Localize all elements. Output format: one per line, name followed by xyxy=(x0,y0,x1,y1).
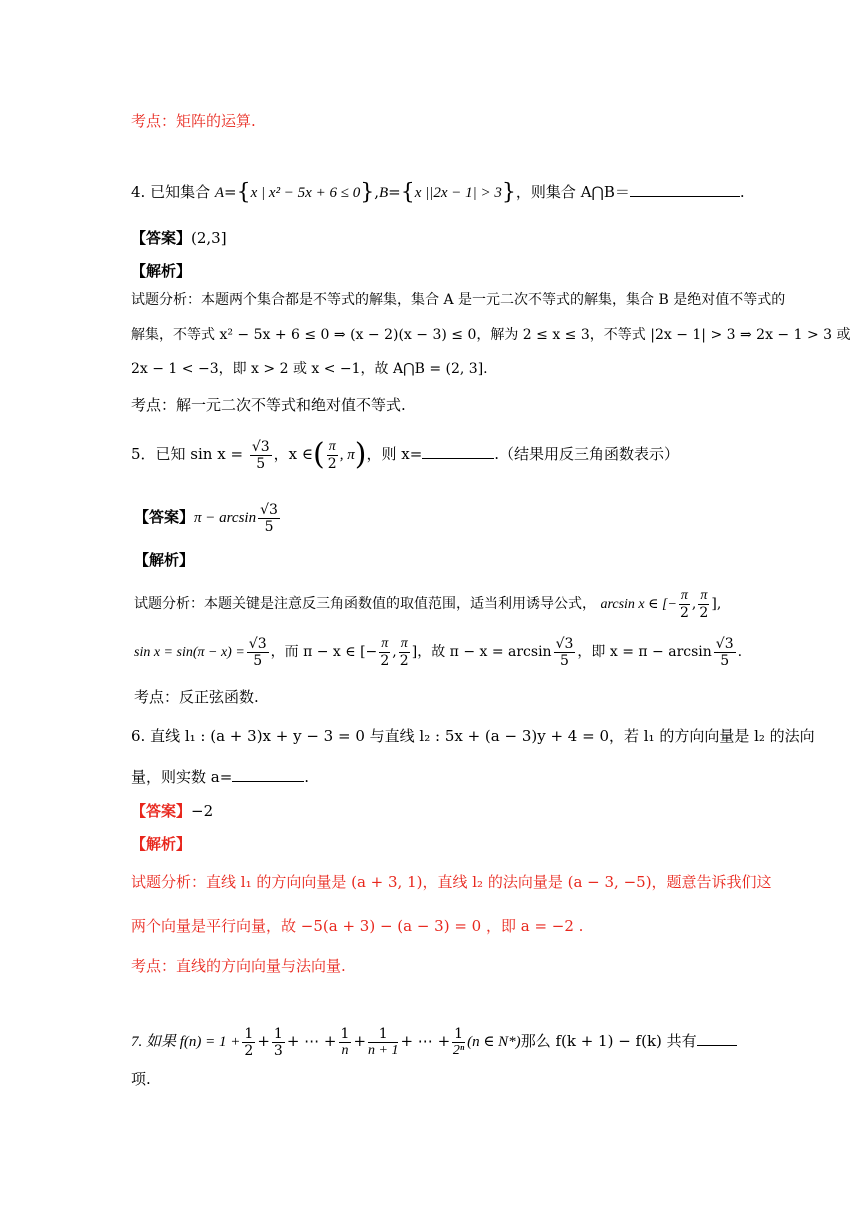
numerator: √3 xyxy=(715,635,734,652)
answer-value: π − arcsin xyxy=(194,510,257,526)
numerator: π xyxy=(381,635,389,651)
conclusion-text: ，即 x = π − arcsin xyxy=(577,644,712,660)
set-a-def: x | x² − 5x + 6 ≤ 0 xyxy=(250,185,361,201)
denominator: n xyxy=(341,1042,349,1058)
period: . xyxy=(304,768,310,786)
answer-blank xyxy=(630,181,740,197)
numerator: π xyxy=(400,635,408,651)
denominator: 5 xyxy=(256,455,266,472)
denominator: n + 1 xyxy=(368,1042,399,1058)
interval-lead: ，x ∈ xyxy=(273,445,313,463)
arcsin-range: arcsin x ∈ [− xyxy=(600,597,677,612)
plus: + xyxy=(353,1032,367,1050)
fraction-sqrt3-over-5 xyxy=(554,636,576,669)
numerator: 1 xyxy=(244,1025,254,1042)
analysis-tag-4: 【解析】 xyxy=(131,262,192,280)
set-b-label: B xyxy=(378,185,389,201)
analysis-6-line1: 试题分析：直线 l₁ 的方向向量是 (a + 3, 1)，直线 l₂ 的法向量是 (a − 3, −5)，题意告诉我们这 xyxy=(131,873,772,891)
problem-5-ask: ，则 x= xyxy=(366,445,423,463)
answer-5 xyxy=(134,495,282,539)
answer-tag: 【答案】 xyxy=(131,229,192,247)
problem-6-ask: 量，则实数 a= xyxy=(131,768,233,786)
sin-identity: sin x = sin(π − x) = xyxy=(134,645,245,660)
problem-4-number: 4. 已知集合 xyxy=(131,183,211,201)
numerator: π xyxy=(700,587,708,603)
fraction-pi-over-2 xyxy=(379,636,390,669)
period: . xyxy=(737,644,743,660)
kaodian-5: 考点：反正弦函数. xyxy=(134,688,259,706)
problem-5-note: .（结果用反三角函数表示） xyxy=(494,445,680,463)
numerator: 1 xyxy=(340,1025,350,1042)
answer-tag: 【答案】 xyxy=(131,802,192,820)
analysis-tag-5: 【解析】 xyxy=(134,551,195,569)
fraction-1-over-2 xyxy=(242,1026,255,1059)
numerator: 1 xyxy=(368,1026,398,1043)
problem-7-stem xyxy=(131,1017,737,1065)
interval-end: , π xyxy=(339,447,355,463)
fraction-sqrt3-over-5 xyxy=(250,439,272,472)
denominator: 5 xyxy=(253,652,263,669)
fraction-1-over-n-plus-1 xyxy=(368,1026,398,1059)
answer-value: (2,3] xyxy=(191,229,227,247)
kaodian-3: 考点：矩阵的运算. xyxy=(131,112,256,130)
denominator: 5 xyxy=(264,518,274,535)
set-a-label: A xyxy=(214,185,225,201)
answer-6 xyxy=(131,800,213,822)
analysis-5-line1: 试题分析：本题关键是注意反三角函数值的取值范围，适当利用诱导公式， arcsin x ∈ [− $\frac{\pi}{2}$ , $\frac{\pi}{2}$ ], xyxy=(134,587,722,621)
denominator: 2 xyxy=(699,604,709,621)
denominator: 2 xyxy=(380,652,390,669)
denominator: 2ⁿ xyxy=(452,1042,465,1058)
numerator: 1 xyxy=(273,1025,283,1042)
analysis-4-line2: 解集，不等式 x² − 5x + 6 ≤ 0 ⇒ (x − 2)(x − 3) ≤ 0，解为 2 ≤ x ≤ 3，不等式 |2x − 1| > 3 ⇒ 2x − 1 > 3 或 xyxy=(131,327,851,343)
ellipsis: + ⋯ + xyxy=(400,1032,451,1050)
problem-5-lead: 5．已知 sin x = xyxy=(131,445,244,463)
range-text: ，而 π − x ∈ [− xyxy=(270,644,378,660)
answer-blank xyxy=(232,766,304,782)
fraction-1-over-2-pow-n xyxy=(452,1026,465,1059)
fraction-sqrt3-over-5 xyxy=(714,636,736,669)
numerator: √3 xyxy=(248,635,267,652)
answer-4 xyxy=(131,227,227,249)
answer-value: −2 xyxy=(191,802,214,820)
set-b-def: x ||2x − 1| > 3 xyxy=(414,185,502,201)
problem-6-stem-line2 xyxy=(131,766,309,788)
kaodian-6: 考点：直线的方向向量与法向量. xyxy=(131,957,346,975)
answer-blank xyxy=(422,443,494,459)
problem-7-stem-line2: 项. xyxy=(131,1070,151,1088)
fraction-1-over-n xyxy=(339,1026,352,1059)
kaodian-4: 考点：解一元二次不等式和绝对值不等式. xyxy=(131,396,406,414)
problem-4-tail: ，则集合 A⋂B＝ xyxy=(515,183,630,201)
fraction-sqrt3-over-5 xyxy=(258,502,280,535)
fraction-sqrt3-over-5 xyxy=(247,636,269,669)
numerator: √3 xyxy=(555,635,574,652)
condition: (n ∈ N*) xyxy=(467,1034,521,1050)
analysis-6-line2: 两个向量是平行向量，故 −5(a + 3) − (a − 3) = 0 ，即 a = −2 . xyxy=(131,917,584,935)
analysis-5-text: 试题分析：本题关键是注意反三角函数值的取值范围，适当利用诱导公式， xyxy=(134,596,596,612)
analysis-4-line3: 2x − 1 < −3，即 x > 2 或 x < −1，故 A⋂B = (2, 3]. xyxy=(131,361,488,377)
denominator: 5 xyxy=(560,652,569,669)
problem-7-lead: 7. 如果 f(n) = 1 + xyxy=(131,1034,241,1050)
problem-4-stem: 4. 已知集合 A={x | x² − 5x + 6 ≤ 0},B={x ||2x − 1| > 3}，则集合 A⋂B＝ . xyxy=(131,180,745,205)
denominator: 2 xyxy=(679,604,689,621)
fraction-pi-over-2 xyxy=(399,636,410,669)
therefore-text: ]，故 π − x = arcsin xyxy=(411,644,552,660)
denominator: 2 xyxy=(327,455,337,472)
denominator: 5 xyxy=(720,652,730,669)
denominator: 3 xyxy=(273,1042,283,1059)
fraction-1-over-3 xyxy=(272,1026,285,1059)
analysis-4-line1: 试题分析：本题两个集合都是不等式的解集，集合 A 是一元二次不等式的解集，集合 B 是绝对值不等式的 xyxy=(131,292,786,308)
answer-tag: 【答案】 xyxy=(134,508,195,526)
answer-blank xyxy=(697,1030,737,1046)
numerator: 1 xyxy=(454,1025,464,1042)
ellipsis: + ⋯ + xyxy=(286,1032,337,1050)
bracket-close: ], xyxy=(711,596,722,612)
period: . xyxy=(739,183,745,201)
problem-7-ask: 那么 f(k + 1) − f(k) 共有 xyxy=(520,1032,697,1050)
denominator: 2 xyxy=(244,1042,254,1059)
denominator: 2 xyxy=(399,652,409,669)
problem-6-stem-line1: 6. 直线 l₁ : (a + 3)x + y − 3 = 0 与直线 l₂ : 5x + (a − 3)y + 4 = 0，若 l₁ 的方向向量是 l₂ 的法向 xyxy=(131,727,815,745)
numerator: π xyxy=(680,587,688,603)
numerator: √3 xyxy=(251,438,270,455)
analysis-5-line2: sin x = sin(π − x) = $\frac{√3}{5}$ ，而 π − x ∈ [− $\frac{\pi}{2}$ , $\frac{\pi}{2}$ ]，故 π − x = arcsin $\frac{√3}{5}$ ，即 x = π − arcsin $\frac{√3}{5}$ . xyxy=(134,635,743,669)
fraction-pi-over-2 xyxy=(327,439,338,472)
fraction-pi-over-2 xyxy=(679,588,690,621)
analysis-tag-6: 【解析】 xyxy=(131,835,192,853)
problem-5-stem: 5．已知 sin x = $\frac{√3}{5}$ ，x ∈( $\frac{\pi}{2}$ , π)，则 x= .（结果用反三角函数表示） xyxy=(131,437,680,472)
fraction-pi-over-2 xyxy=(698,588,709,621)
numerator: √3 xyxy=(260,501,278,518)
plus: + xyxy=(257,1032,270,1050)
numerator: π xyxy=(328,438,336,454)
